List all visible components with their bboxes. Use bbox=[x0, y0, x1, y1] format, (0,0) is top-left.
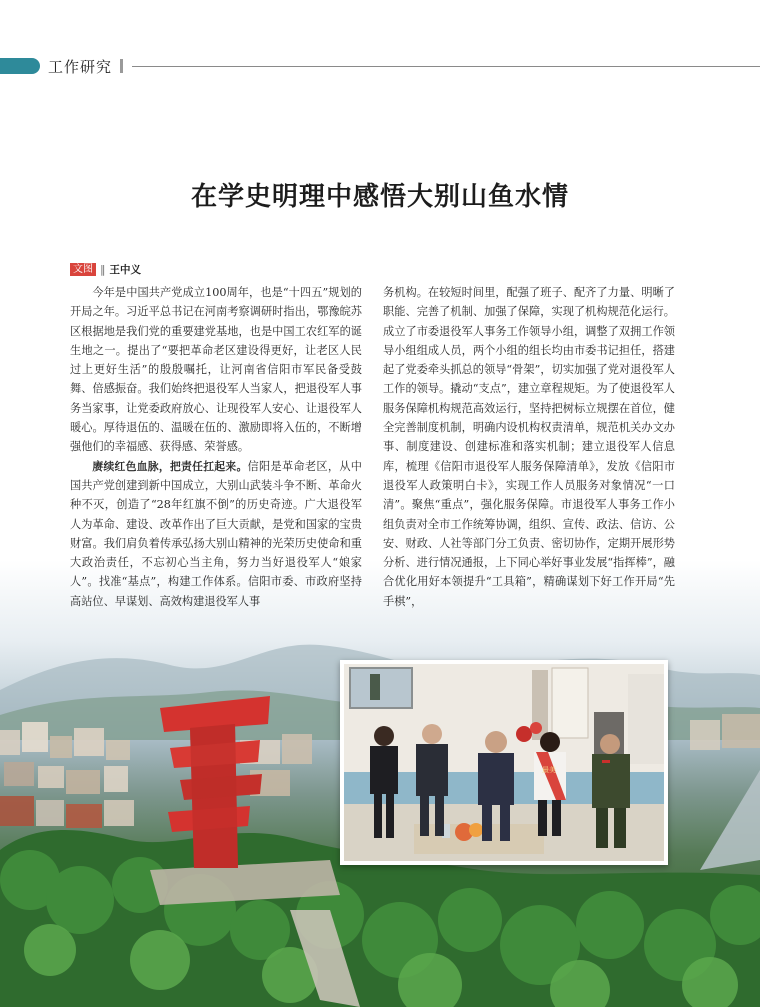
section-tab-marker bbox=[0, 58, 40, 74]
visit-scene-illustration bbox=[344, 664, 664, 861]
author-name: 王中义 bbox=[109, 264, 141, 276]
section-label: 工作研究 bbox=[48, 58, 113, 76]
paragraph-continuation: 务机构。在较短时间里，配强了班子、配齐了力量、明晰了职能、完善了机制、加强了保障，实现了机构规范化运行。成立了市委退役军人事务工作领导小组，调整了双拥工作领导小组组成人员，两个小组的组长均由市委书记担任，搭建起了党委牵头抓总的领导“骨架”，切实加强了党对退役军人工作的领导。撬动“支点”，建立章程规矩。为了使退役军人服务保障机构规范高效运行，坚持把树标立规摆在首位，健全完善制度机制，明确内设机构权责清单，规范机关办文办事、制度建设、创建标准和落实机制；建立退役军人信息库，梳理《信阳市退役军人服务保障清单》，发放《信阳市退役军人政策明白卡》，实现工作人员服务对象情况“一口清”。聚焦“重点”，强化服务保障。市退役军人事务工作小组负责对全市工作统筹协调，组织、宣传、政法、信访、公安、财政、人社等部门分工负责、密切协作，定期开展形势分析、进行情况通报，上下同心举好事业发展“指挥棒”，融合优化用好本领提升“工具箱”，精确谋划下好工作开局“先手棋”， bbox=[383, 286, 675, 608]
article-column-right bbox=[383, 283, 675, 611]
inset-photo-scene bbox=[344, 664, 664, 861]
byline bbox=[70, 262, 141, 277]
article-title: 在学史明理中感悟大别山鱼水情 bbox=[190, 182, 569, 212]
paragraph-red-heritage bbox=[70, 457, 362, 611]
section-divider-bar bbox=[120, 59, 123, 73]
red-monument bbox=[150, 688, 280, 868]
paragraph-intro-text: 今年是中国共产党成立100周年，也是“十四五”规划的开局之年。习近平总书记在河南考察调研时指出，鄂豫皖苏区根据地是我们党的重要建党基地，也是中国工农红军的诞生地之一。提出了“要把革命老区建设得更好，让老区人民过上更好生活”的殷殷嘱托，让河南省信阳市军民备受鼓舞、倍感振奋。我们始终把退役军人当家人，把退役军人事务当家事，让党委政府放心、让现役军人安心、让退役军人暖心。厚待退伍的、温暖在伍的、激励即将入伍的，不断增强他们的幸福感、获得感、荣誉感。 bbox=[70, 286, 362, 454]
sash-text: 最美 bbox=[542, 766, 556, 774]
paragraph-intro bbox=[70, 283, 362, 457]
section-rule bbox=[132, 66, 760, 67]
inset-photo bbox=[340, 660, 668, 865]
byline-separator: ‖ bbox=[100, 263, 106, 276]
byline-tag: 文图 bbox=[70, 263, 96, 276]
article-column-left bbox=[70, 283, 362, 611]
paragraph-lead-heading: 赓续红色血脉，把责任扛起来。 bbox=[92, 459, 248, 473]
paragraph-red-heritage-text: 信阳是革命老区，从中国共产党创建到新中国成立，大别山武装斗争不断、革命火种不灭，创造了“28年红旗不倒”的历史奇迹。广大退役军人为革命、建设、改革作出了巨大贡献，是党和国家的宝贵财富。我们肩负着传承弘扬大别山精神的光荣历史使命和重大政治责任，不忘初心当主角，努力当好退役军人“娘家人”。找准“基点”，构建工作体系。信阳市委、市政府坚持高站位、早谋划、高效构建退役军人事 bbox=[70, 459, 362, 608]
